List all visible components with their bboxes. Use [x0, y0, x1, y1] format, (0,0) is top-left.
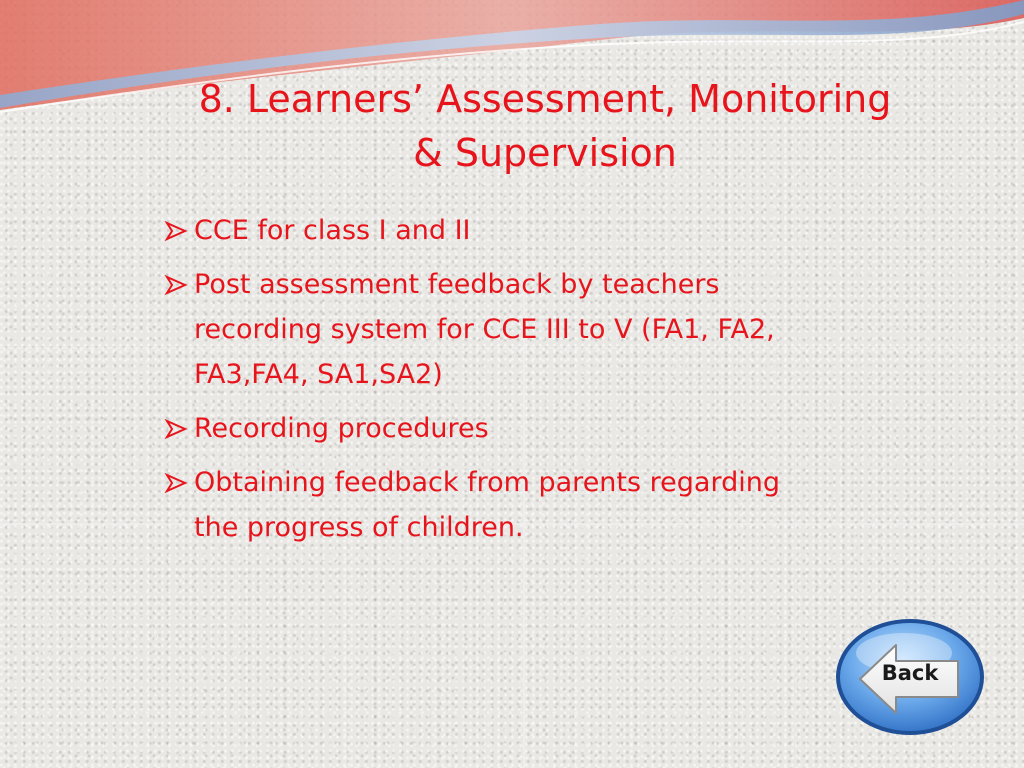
bullet-item [162, 406, 922, 451]
bullet-line: Post assessment feedback by teachers [194, 269, 720, 300]
arrow-bullet-icon [164, 275, 188, 295]
title-line-2: & Supervision [413, 131, 677, 175]
bullet-line: Obtaining feedback from parents regarding [194, 467, 780, 498]
bullet-line: FA3,FA4, SA1,SA2) [194, 359, 443, 390]
arrow-bullet-icon [164, 221, 188, 241]
title-line-1: 8. Learners’ Assessment, Monitoring [198, 77, 892, 121]
bullet-item [162, 208, 922, 253]
bullet-item [162, 460, 922, 550]
back-button[interactable] [834, 617, 986, 737]
arrow-bullet-icon [164, 419, 188, 439]
bullet-item [162, 262, 922, 397]
arrow-bullet-icon [164, 473, 188, 493]
bullet-line: CCE for class I and II [194, 215, 471, 246]
bullet-line: Recording procedures [194, 413, 489, 444]
bullet-list [162, 208, 922, 559]
bullet-line: recording system for CCE III to V (FA1, FA2, [194, 314, 775, 345]
bullet-line: the progress of children. [194, 512, 524, 543]
back-button-label: Back [881, 661, 939, 685]
slide-title [120, 72, 970, 180]
